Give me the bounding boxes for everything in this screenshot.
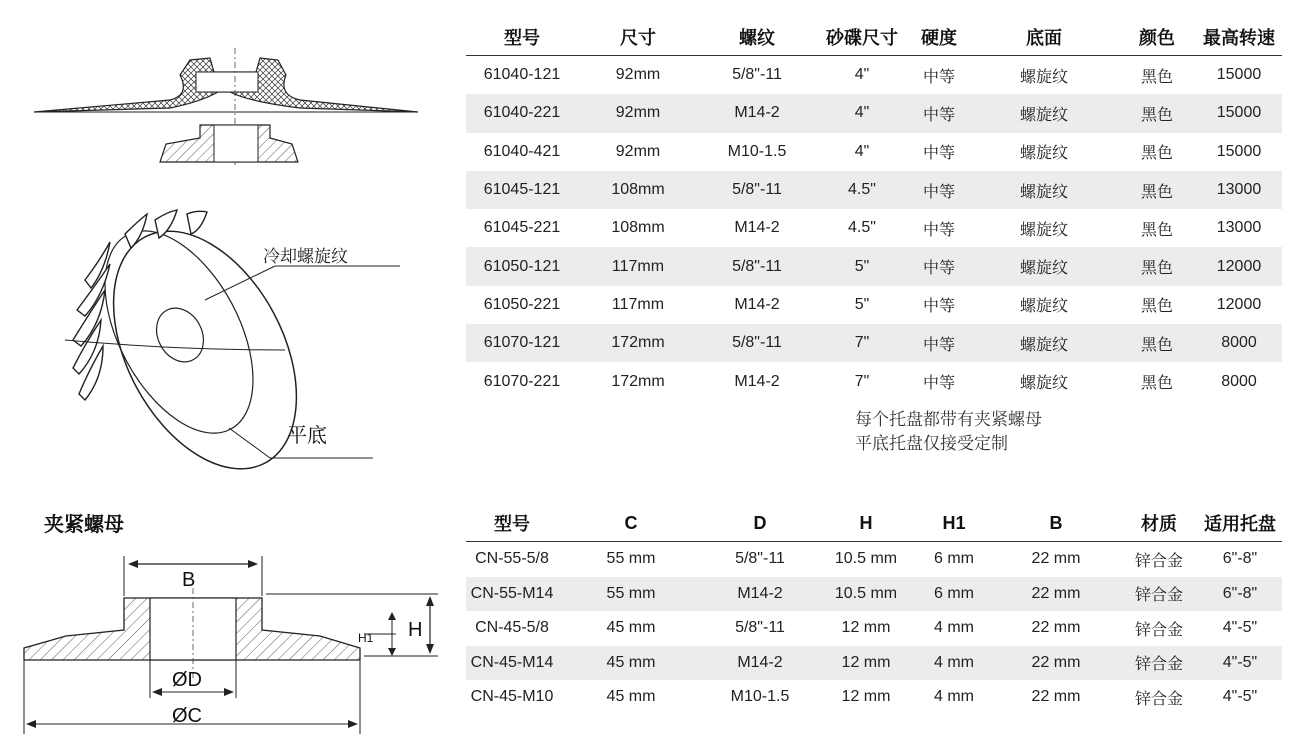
table-cell: 黑色 [1140,298,1173,316]
table-cell: 4.5" [848,219,876,237]
table-cell: 螺旋纹 [1019,145,1068,163]
table-cell: 4 mm [934,619,974,637]
table-cell: 22 mm [1031,550,1081,568]
table-cell: 61070-221 [483,372,561,390]
table-cell: 61050-121 [466,247,578,285]
table-cell: 5" [854,295,870,313]
table-cell: 中等 [922,221,955,239]
table-cell: 15000 [1216,142,1262,160]
table-cell: 螺旋纹 [1019,375,1068,393]
table-cell: 55 mm [558,577,704,612]
table-row [466,286,1282,324]
table-row [466,680,1282,715]
table-cell: 55 mm [606,550,656,568]
table-cell: 12000 [1196,247,1282,285]
table-cell: 117mm [578,247,698,285]
table-cell: 6 mm [934,550,974,568]
table-cell: 15000 [1196,94,1282,132]
table-row [466,56,1282,95]
table-cell: 61045-221 [483,219,561,237]
backing-pad-section-diagram [20,40,420,170]
table-cell: 7" [816,324,908,362]
table-cell: 12 mm [841,619,891,637]
table-cell: 15000 [1216,66,1262,84]
table-cell: 中等 [922,68,955,86]
nut-table-body [466,542,1282,715]
table-cell: 61050-221 [483,295,561,313]
table-cell: 中等 [922,145,955,163]
nut-header-material: 材质 [1141,514,1177,534]
dim-b-label: B [182,569,196,591]
nut-header-b: B [1049,512,1063,533]
table-cell: 4"-5" [1222,688,1258,706]
table-cell: 5/8"-11 [735,550,785,568]
table-cell: 4" [854,66,870,84]
table-cell: 中等 [922,298,955,316]
table-row [466,324,1282,362]
table-cell: 黑色 [1118,171,1196,209]
table-cell: M14-2 [734,295,780,313]
table-cell: 13000 [1196,171,1282,209]
backing-pad-spec-table [466,18,1282,401]
table-cell: 锌合金 [1134,690,1183,708]
table-row [466,362,1282,400]
header-max-rpm: 最高转速 [1203,27,1275,48]
table-cell: 61040-421 [483,142,561,160]
table-cell: 5/8"-11 [698,324,816,362]
table-cell: 螺旋纹 [1019,68,1068,86]
table-cell: 4.5" [816,171,908,209]
nut-spec-table [466,505,1282,715]
table-cell: 45 mm [606,688,656,706]
header-thread: 螺纹 [739,27,775,48]
dim-c-label: ØC [172,705,202,727]
header-hardness: 硬度 [921,27,957,48]
nut-dimension-diagram [16,548,446,738]
table-cell: 61070-121 [466,324,578,362]
table-cell: 22 mm [992,646,1120,681]
table-cell: 黑色 [1140,221,1173,239]
table-row [466,247,1282,285]
table-cell: 中等 [908,324,970,362]
table-cell: 4" [816,94,908,132]
table-cell: 螺旋纹 [970,94,1118,132]
table-cell: 12 mm [816,646,916,681]
header-model: 型号 [504,27,540,48]
table-cell: 中等 [908,247,970,285]
table-cell: 10.5 mm [816,577,916,612]
table-cell: 中等 [922,375,955,393]
nut-header-c: C [624,512,638,533]
cooling-spiral-label: 冷却螺旋纹 [263,247,348,266]
table-cell: 7" [854,372,870,390]
flat-bottom-label: 平底 [287,425,327,447]
table-cell: 92mm [615,142,661,160]
table-cell: 8000 [1196,324,1282,362]
table-cell: 12000 [1216,295,1262,313]
table-cell: 锌合金 [1134,552,1183,570]
table-cell: 8000 [1221,372,1257,390]
dim-d-label: ØD [172,669,202,691]
table-cell: 5/8"-11 [698,171,816,209]
table-cell: 黑色 [1118,94,1196,132]
table-cell: 5/8"-11 [698,247,816,285]
header-color: 颜色 [1139,27,1175,48]
table-cell: 172mm [578,324,698,362]
table-cell: 61045-121 [466,171,578,209]
table-cell: 6"-8" [1222,550,1258,568]
table-cell: 22 mm [1031,619,1081,637]
table-cell: 45 mm [558,646,704,681]
table-cell: 92mm [615,66,661,84]
header-size: 尺寸 [620,27,656,48]
table-cell: 中等 [908,94,970,132]
table-cell: 螺旋纹 [1019,221,1068,239]
table-cell: CN-55-5/8 [475,550,549,568]
note-2: 平底托盘仅接受定制 [855,434,1008,453]
table-cell: 黑色 [1118,324,1196,362]
table-cell: 117mm [611,295,665,313]
nut-header-row [466,505,1282,542]
table-cell: M14-2 [704,577,816,612]
table-cell: 61040-221 [466,94,578,132]
table-cell: 4"-5" [1198,646,1282,681]
dim-h-label: H [408,619,423,641]
nut-header-d: D [753,512,767,533]
dim-h1-label: H1 [358,631,374,645]
table-cell: 锌合金 [1134,621,1183,639]
table-cell: 4 mm [934,688,974,706]
table-cell: 螺旋纹 [1019,298,1068,316]
table-cell: 22 mm [992,577,1120,612]
nut-header-h: H [859,512,873,533]
table-cell: 5/8"-11 [732,66,782,84]
table-cell: 61040-121 [483,66,561,84]
table-cell: M10-1.5 [730,688,790,706]
table-cell: 108mm [611,219,665,237]
spec-table-body [466,56,1282,401]
table-cell: M14-2 [734,372,780,390]
table-cell: 黑色 [1140,68,1173,86]
table-cell: M10-1.5 [727,142,787,160]
table-cell: 螺旋纹 [970,324,1118,362]
note-1: 每个托盘都带有夹紧螺母 [855,410,1042,429]
table-cell: 108mm [578,171,698,209]
table-cell: 5/8"-11 [735,619,785,637]
table-cell: 92mm [578,94,698,132]
table-cell: 4"-5" [1222,619,1258,637]
table-row [466,94,1282,132]
table-cell: 6 mm [916,577,992,612]
table-cell: 13000 [1216,219,1262,237]
table-cell: 黑色 [1140,375,1173,393]
table-cell: 172mm [611,372,665,390]
table-cell: CN-45-5/8 [475,619,549,637]
table-cell: 12 mm [841,688,891,706]
backing-pad-3d-diagram [55,200,405,490]
table-row [466,611,1282,646]
table-cell: M14-2 [734,219,780,237]
header-face: 底面 [1026,27,1062,48]
table-cell: 45 mm [606,619,656,637]
table-cell: M14-2 [698,94,816,132]
table-cell: 黑色 [1118,247,1196,285]
nut-header-fit-pad: 适用托盘 [1204,514,1276,534]
table-cell: CN-55-M14 [466,577,558,612]
table-row [466,577,1282,612]
table-cell: 黑色 [1140,145,1173,163]
table-cell: 4" [854,142,870,160]
table-cell: 22 mm [1031,688,1081,706]
table-cell: 6"-8" [1198,577,1282,612]
table-cell: 5" [816,247,908,285]
table-cell: CN-45-M14 [466,646,558,681]
table-cell: CN-45-M10 [470,688,554,706]
table-cell: 螺旋纹 [970,247,1118,285]
table-cell: M14-2 [704,646,816,681]
table-cell: 10.5 mm [834,550,898,568]
nut-header-h1: H1 [942,512,966,533]
nut-header-model: 型号 [494,514,530,534]
nut-section-title: 夹紧螺母 [44,514,124,536]
notes [855,408,1042,456]
table-cell: 中等 [908,171,970,209]
table-row [466,171,1282,209]
table-cell: 锌合金 [1120,577,1198,612]
table-cell: 螺旋纹 [970,171,1118,209]
table-cell: 4 mm [916,646,992,681]
table-cell: 锌合金 [1120,646,1198,681]
table-row [466,209,1282,247]
spec-header-row [466,18,1282,56]
table-row [466,542,1282,577]
header-disc-size: 砂碟尺寸 [826,27,898,48]
table-row [466,646,1282,681]
table-row [466,133,1282,171]
